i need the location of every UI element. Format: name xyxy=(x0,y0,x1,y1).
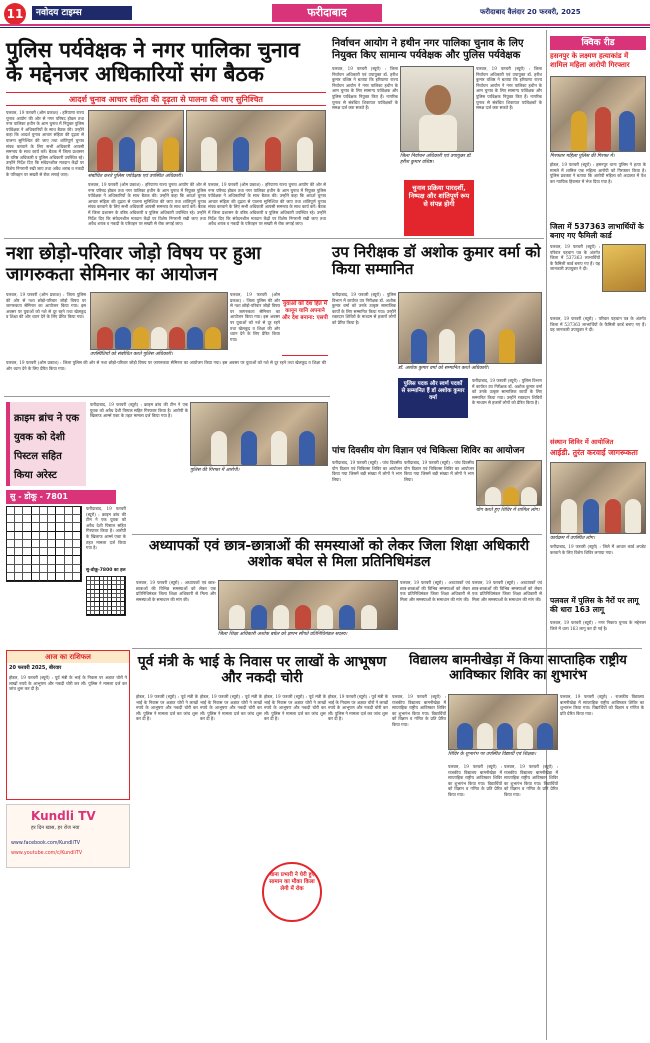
sudoku-cell[interactable] xyxy=(7,556,15,564)
police-body: पलवल, 19 फरवरी (ब्यूरो) : नगर निकाय चुनाव के मद्देनजर जिले में धारा 163 लागू कर दी गई है। xyxy=(550,620,646,631)
sudoku-cell[interactable] xyxy=(40,507,48,515)
sudoku-cell[interactable] xyxy=(40,532,48,540)
sudoku-cell[interactable] xyxy=(15,573,23,581)
story6-headline: पूर्व मंत्री के भाई के निवास पर लाखों के आभूषण और नकदी चोरी xyxy=(137,654,387,687)
police-headline: पलवल में पुलिस के नैरों पर लागू की धारा 163 लागू xyxy=(550,596,639,614)
sudoku-cell[interactable] xyxy=(15,515,23,523)
sudoku-cell[interactable] xyxy=(73,548,81,556)
story7-caption: शिविर के शुभारंभ पर उपस्थित विद्यार्थी एवं शिक्षक। xyxy=(448,752,537,757)
story4-body-col1: फरीदाबाद, 19 फरवरी (ब्यूरो) : पुलिस विभाग में कार्यरत उप निरीक्षक डॉ. अशोक कुमार वर्मा को उनके उत्कृष्ट सामाजिक कार्यों के लिए सम्मानित किया गया। उन्होंने रक्तदान शिविरों के माध्यम से हजारों लोगों को प्रेरित किया है। xyxy=(332,292,396,325)
ad-brand: Kundli TV xyxy=(31,809,96,823)
quick-read-caption: गिरफ्तार महिला पुलिस की गिरफ्त में। xyxy=(550,154,615,159)
sudoku-answer-label: सु-डोकू-7800 का हल xyxy=(86,568,126,573)
yoga-photo xyxy=(476,460,542,506)
story7-body-col1: पलवल, 19 फरवरी (ब्यूरो) : राजकीय विद्यालय बामनीखेड़ा में साप्ताहिक राष्ट्रीय आविष्कार शिविर का शुभारंभ किया गया। विद्यार्थियों को विज्ञान व गणित के प्रति प्रेरित किया गया। xyxy=(392,694,446,727)
sudoku-cell[interactable] xyxy=(32,540,40,548)
sudoku-cell[interactable] xyxy=(7,523,15,531)
section-rule xyxy=(4,238,544,239)
photo-figure xyxy=(211,431,227,465)
sudoku-cell[interactable] xyxy=(73,573,81,581)
horoscope-box xyxy=(6,650,130,800)
sudoku-cell[interactable] xyxy=(7,540,15,548)
horoscope-title: आज का राशिफल xyxy=(7,651,129,663)
paper-name-left: नवोदय टाइम्स xyxy=(32,6,132,20)
photo-figure xyxy=(205,327,221,349)
story7-body-col4: पलवल, 19 फरवरी (ब्यूरो) : राजकीय विद्यालय बामनीखेड़ा में साप्ताहिक राष्ट्रीय आविष्कार शिविर का शुभारंभ किया गया। विद्यार्थियों को विज्ञान व गणित के प्रति प्रेरित किया गया। xyxy=(560,694,644,716)
quick-read-body: होडल, 19 फरवरी (ब्यूरो) : हसनपुर थाना पुलिस ने हत्या के मामले में शामिल एक महिला आरोपी को गिरफ्तार किया है। पुलिस प्रवक्ता ने बताया कि आरोपी महिला को अदालत में पेश कर न्यायिक हिरासत में भेज दिया गया है। xyxy=(550,162,646,184)
section-rule xyxy=(132,534,542,535)
story7-body-col3: पलवल, 19 फरवरी (ब्यूरो) : राजकीय विद्यालय बामनीखेड़ा में साप्ताहिक राष्ट्रीय आविष्कार शिविर का शुभारंभ किया गया। विद्यार्थियों को विज्ञान व गणित के प्रति प्रेरित किया गया। xyxy=(504,764,558,797)
sudoku-cell[interactable] xyxy=(56,565,64,573)
sudoku-cell[interactable] xyxy=(40,515,48,523)
photo-figure xyxy=(439,329,455,363)
sudoku-cell[interactable] xyxy=(56,573,64,581)
sudoku-cell[interactable] xyxy=(7,565,15,573)
photo-figure xyxy=(97,137,113,171)
sudoku-cell[interactable] xyxy=(7,507,15,515)
sidebar3-photo xyxy=(550,462,646,534)
story1-body-col2: पलवल, 19 फरवरी (ओम प्रकाश) : हरियाणा राज्य चुनाव आयोग की ओर से नगर परिषद होडल तथा नगर पालिका हथीन के आम चुनाव में नियुक्त पुलिस पर्यवेक्षक ने अधिकारियों के साथ बैठक की। उन्होंने कहा कि आदर्श चुनाव आचार संहिता की दृढ़ता से पालना सुनिश्चित की जाए तथा शांतिपूर्ण चुनाव संपन्न करवाने के लिए सभी अधिकारी आपसी समन्वय के साथ कार्य करें। बैठक में जिला प्रशासन के वरिष्ठ अधिकारी व पुलिस अधिकारी उपस्थित रहे। उन्होंने निर्देश दिए कि संवेदनशील मतदान केंद्रों पर विशेष निगरानी रखी जाए तथा अवैध शराब व नकदी के परिवहन पर सख्ती से रोक लगाई जाए। xyxy=(88,182,206,227)
sudoku-cell[interactable] xyxy=(48,523,56,531)
story1-caption: संबोधित करते पुलिस पर्यवेक्षक एवं उपस्थित अधिकारी। xyxy=(88,174,183,179)
story6-body-col3: होडल, 19 फरवरी (ब्यूरो) : पूर्व मंत्री के भाई के निवास पर अज्ञात चोरों ने लाखों रुपये के आभूषण और नकदी चोरी कर ली। पुलिस ने मामला दर्ज कर जांच शुरू कर दी है। xyxy=(264,694,326,722)
crime-caption: पुलिस की गिरफ्त में आरोपी। xyxy=(190,468,240,473)
story1-headline xyxy=(6,38,326,86)
photo-figure xyxy=(571,111,587,151)
photo-figure xyxy=(273,605,289,629)
yoga-body-col1: फरीदाबाद, 19 फरवरी (ब्यूरो) : पांच दिवसीय योग विज्ञान एवं चिकित्सा शिविर का आयोजन किया गया जिसमें बड़ी संख्या में लोगों ने भाग लिया। xyxy=(332,460,402,482)
sudoku-cell[interactable] xyxy=(7,548,15,556)
sudoku-cell[interactable] xyxy=(15,532,23,540)
photo-figure xyxy=(517,723,533,749)
photo-figure xyxy=(265,137,281,171)
sudoku-cell[interactable] xyxy=(32,523,40,531)
sudoku-cell[interactable] xyxy=(32,532,40,540)
sudoku-cell[interactable] xyxy=(73,565,81,573)
sudoku-cell[interactable] xyxy=(15,540,23,548)
story6-body-col2: होडल, 19 फरवरी (ब्यूरो) : पूर्व मंत्री के भाई के निवास पर अज्ञात चोरों ने लाखों रुपये के आभूषण और नकदी चोरी कर ली। पुलिस ने मामला दर्ज कर जांच शुरू कर दी है। xyxy=(200,694,262,722)
sudoku-cell[interactable] xyxy=(65,523,73,531)
horoscope-date: 20 फरवरी 2025, बीरवार xyxy=(9,665,62,671)
sidebar3-headline: आईडी. तुरंत करवाई जागरूकता xyxy=(550,448,638,457)
crime-body: फरीदाबाद, 19 फरवरी (ब्यूरो) : क्राइम ब्रांच की टीम ने एक युवक को अवैध देशी पिस्टल सहित गिरफ्तार किया है। आरोपी के खिलाफ आर्म्स एक्ट के तहत मामला दर्ज किया गया है। xyxy=(90,402,188,419)
horoscope-body: होडल, 19 फरवरी (ब्यूरो) : पूर्व मंत्री के भाई के निवास पर अज्ञात चोरों ने लाखों रुपये के आभूषण और नकदी चोरी कर ली। पुलिस ने मामला दर्ज कर जांच शुरू कर दी है। xyxy=(9,675,127,692)
story6-body-col4: होडल, 19 फरवरी (ब्यूरो) : पूर्व मंत्री के भाई के निवास पर अज्ञात चोरों ने लाखों रुपये के आभूषण और नकदी चोरी कर ली। पुलिस ने मामला दर्ज कर जांच शुरू कर दी है। xyxy=(328,694,388,722)
photo-figure xyxy=(625,499,641,533)
sudoku-cell[interactable] xyxy=(65,507,73,515)
sudoku-cell[interactable] xyxy=(48,515,56,523)
photo-figure xyxy=(595,107,611,151)
yoga-body-col2: फरीदाबाद, 19 फरवरी (ब्यूरो) : पांच दिवसीय योग विज्ञान एवं चिकित्सा शिविर का आयोजन किया गया जिसमें बड़ी संख्या में लोगों ने भाग लिया। xyxy=(404,460,474,482)
sudoku-answer-grid xyxy=(86,576,126,616)
photo-figure xyxy=(233,137,249,171)
sudoku-cell[interactable] xyxy=(32,515,40,523)
masthead-rule xyxy=(0,24,650,26)
sidebar3-caption: कार्यक्रम में उपस्थित लोग। xyxy=(550,536,595,541)
portrait-head xyxy=(425,85,451,115)
sudoku-cell[interactable] xyxy=(23,515,31,523)
sidebar2-photo xyxy=(602,244,646,292)
sudoku-cell[interactable] xyxy=(56,515,64,523)
section-rule xyxy=(4,396,330,397)
story3-body-col1: पलवल, 19 फरवरी (ओम प्रकाश) : जिला पुलिस की ओर से नशा छोड़ो-परिवार जोड़ो विषय पर जागरुकता सेमिनार का आयोजन किया गया। इस अवसर पर युवाओं को नशे से दूर रहने तथा खेलकूद व शिक्षा की ओर ध्यान देने के लिए प्रेरित किया गया। xyxy=(6,292,86,320)
masthead-date: वैलंदार 20 फरवरी, 2025 xyxy=(507,8,581,16)
quick-read-photo xyxy=(550,76,646,152)
story5-caption: जिला शिक्षा अधिकारी अशोक बघेल को ज्ञापन सौंपते प्रतिनिधिमंडल सदस्य। xyxy=(218,632,348,637)
story4-pullquote: पुलिस पदक और स्वर्ण पदकों से सम्मानित हैं डॉ अशोक कुमार वर्मा xyxy=(398,378,468,418)
paper-name-right xyxy=(480,6,640,18)
photo-figure xyxy=(297,137,313,171)
story7-body-col2: पलवल, 19 फरवरी (ब्यूरो) : राजकीय विद्यालय बामनीखेड़ा में साप्ताहिक राष्ट्रीय आविष्कार शिविर का शुभारंभ किया गया। विद्यार्थियों को विज्ञान व गणित के प्रति प्रेरित किया गया। xyxy=(448,764,502,797)
sidebar2-headline: जिला में 537363 लाभार्थियों के बनाए गए फैमिली कार्ड xyxy=(550,222,644,240)
sudoku-cell[interactable] xyxy=(65,515,73,523)
section-rule xyxy=(132,648,642,649)
sudoku-cell[interactable] xyxy=(56,507,64,515)
story3-pullquote: युवाओं को देश हित में कानून यानि अपनाने और देश बनाना: एसपी xyxy=(282,300,328,356)
sudoku-cell[interactable] xyxy=(48,556,56,564)
sudoku-cell[interactable] xyxy=(32,556,40,564)
sudoku-cell[interactable] xyxy=(65,573,73,581)
sudoku-cell[interactable] xyxy=(23,556,31,564)
sudoku-grid[interactable] xyxy=(6,506,82,582)
story1-headline-line1: पुलिस पर्यवेक्षक ने नगर पालिका चुनाव xyxy=(6,38,300,62)
sudoku-cell[interactable] xyxy=(48,548,56,556)
photo-figure xyxy=(169,327,185,349)
sudoku-cell[interactable] xyxy=(40,548,48,556)
sudoku-cell[interactable] xyxy=(56,532,64,540)
ad-tagline: हर दिन खास, हर रोज नया xyxy=(31,825,80,831)
photo-figure xyxy=(201,137,217,171)
photo-figure xyxy=(497,723,513,749)
sudoku-cell[interactable] xyxy=(40,573,48,581)
sudoku-cell[interactable] xyxy=(65,556,73,564)
sudoku-cell[interactable] xyxy=(23,565,31,573)
story4-headline: उप निरीक्षक डॉ अशोक कुमार वर्मा को किया सम्मानित xyxy=(332,243,541,279)
sudoku-cell[interactable] xyxy=(73,556,81,564)
sudoku-cell[interactable] xyxy=(15,523,23,531)
story3-photo xyxy=(90,292,228,350)
photo-figure xyxy=(241,431,257,465)
sudoku-cell[interactable] xyxy=(32,573,40,581)
photo-figure xyxy=(317,605,333,629)
photo-figure xyxy=(521,487,537,505)
story3-body-col3: पलवल, 19 फरवरी (ओम प्रकाश) : जिला पुलिस की ओर से नशा छोड़ो-परिवार जोड़ो विषय पर जागरुकता सेमिनार का आयोजन किया गया। इस अवसर पर युवाओं को नशे से दूर रहने तथा खेलकूद व शिक्षा की ओर ध्यान देने के लिए प्रेरित किया गया। xyxy=(6,360,326,371)
photo-figure xyxy=(187,327,203,349)
quick-read-headline: हसनपुर के लक्ष्मण हत्याकांड में शामिल महिला आरोपी गिरफ्तार xyxy=(550,52,630,69)
story1-body-col1: पलवल, 19 फरवरी (ओम प्रकाश) : हरियाणा राज्य चुनाव आयोग की ओर से नगर परिषद होडल तथा नगर पालिका हथीन के आम चुनाव में नियुक्त पुलिस पर्यवेक्षक ने अधिकारियों के साथ बैठक की। उन्होंने कहा कि आदर्श चुनाव आचार संहिता की दृढ़ता से पालना सुनिश्चित की जाए तथा शांतिपूर्ण चुनाव संपन्न करवाने के लिए सभी अधिकारी आपसी समन्वय के साथ कार्य करें। बैठक में जिला प्रशासन के वरिष्ठ अधिकारी व पुलिस अधिकारी उपस्थित रहे। उन्होंने निर्देश दिए कि संवेदनशील मतदान केंद्रों पर विशेष निगरानी रखी जाए तथा अवैध शराब व नकदी के परिवहन पर सख्ती से रोक लगाई जाए। xyxy=(6,110,84,177)
story3-headline: नशा छोड़ो-परिवार जोड़ो विषय पर हुआ जागरुकता सेमिनार का आयोजन xyxy=(6,243,261,285)
photo-figure xyxy=(151,327,167,349)
sudoku-cell[interactable] xyxy=(15,565,23,573)
story4-caption: डॉ. अशोक कुमार वर्मा को सम्मानित करते अधिकारी। xyxy=(398,366,489,371)
photo-figure xyxy=(561,499,577,533)
photo-figure xyxy=(97,327,113,349)
yoga-caption: योग करते हुए शिविर में शामिल लोग। xyxy=(476,508,540,513)
photo-figure xyxy=(619,111,635,151)
story2-portrait xyxy=(400,66,474,152)
sidebar2-body: पलवल, 19 फरवरी (ब्यूरो) : परिवार पहचान पत्र के अंतर्गत जिला में 537363 लाभार्थियों के फैमिली कार्ड बनाए गए हैं। यह जानकारी उपायुक्त ने दी। xyxy=(550,244,600,272)
photo-figure xyxy=(119,137,135,171)
photo-figure xyxy=(229,605,245,629)
photo-figure xyxy=(339,605,355,629)
story1-photo-2 xyxy=(186,110,326,172)
sudoku-cell[interactable] xyxy=(48,573,56,581)
sidebar2-ad-label: संस्थान शिविर में आयोजित xyxy=(550,438,614,446)
sudoku-cell[interactable] xyxy=(73,523,81,531)
photo-figure xyxy=(469,329,485,363)
ad-youtube[interactable]: www.youtube.com/c/KundliTV xyxy=(11,851,83,856)
page-number: 11 xyxy=(4,3,26,25)
sudoku-cell[interactable] xyxy=(23,532,31,540)
sudoku-cell[interactable] xyxy=(65,540,73,548)
sudoku-cell[interactable] xyxy=(56,548,64,556)
story5-headline: अध्यापकों एवं छात्र-छात्राओं की समस्याओं को लेकर जिला शिक्षा अधिकारी अशोक बघेल से मिला प्रतिनिधिमंडल xyxy=(148,538,530,571)
sudoku-cell[interactable] xyxy=(73,507,81,515)
story2-caption: जिला निर्वाचन अधिकारी एवं उपायुक्त डॉ. हरीश कुमार वशिष्ठ। xyxy=(400,154,472,165)
sudoku-cell[interactable] xyxy=(73,515,81,523)
sudoku-cell[interactable] xyxy=(7,532,15,540)
story1-subhead: आदर्श चुनाव आचार संहिता की दृढ़ता से पालना की जाए सुनिश्चित xyxy=(6,92,326,106)
story1-body-col3: पलवल, 19 फरवरी (ओम प्रकाश) : हरियाणा राज्य चुनाव आयोग की ओर से नगर परिषद होडल तथा नगर पालिका हथीन के आम चुनाव में नियुक्त पुलिस पर्यवेक्षक ने अधिकारियों के साथ बैठक की। उन्होंने कहा कि आदर्श चुनाव आचार संहिता की दृढ़ता से पालना सुनिश्चित की जाए तथा शांतिपूर्ण चुनाव संपन्न करवाने के लिए सभी अधिकारी आपसी समन्वय के साथ कार्य करें। बैठक में जिला प्रशासन के वरिष्ठ अधिकारी व पुलिस अधिकारी उपस्थित रहे। उन्होंने निर्देश दिए कि संवेदनशील मतदान केंद्रों पर विशेष निगरानी रखी जाए तथा अवैध शराब व नकदी के परिवहन पर सख्ती से रोक लगाई जाए। xyxy=(208,182,326,227)
photo-figure xyxy=(271,431,287,465)
photo-figure xyxy=(485,487,501,505)
sudoku-cell[interactable] xyxy=(65,548,73,556)
sudoku-cell[interactable] xyxy=(23,507,31,515)
photo-figure xyxy=(133,327,149,349)
photo-figure xyxy=(537,723,553,749)
story5-body-col2: पलवल, 19 फरवरी (ब्यूरो) : अध्यापकों एवं छात्र-छात्राओं की विभिन्न समस्याओं को लेकर एक प्रतिनिधिमंडल जिला शिक्षा अधिकारी से मिला और समस्याओं के समाधान की मांग की। xyxy=(400,580,470,602)
story2-pullquote: चुनाव प्रक्रिया पारदर्शी, निष्पक्ष और शांतिपूर्ण रूप से संपन्न होगी xyxy=(404,180,474,236)
sudoku-cell[interactable] xyxy=(23,573,31,581)
masthead-rule-2 xyxy=(0,27,650,28)
quick-read-label: क्विक रीड xyxy=(550,36,646,50)
sudoku-cell[interactable] xyxy=(32,548,40,556)
sudoku-cell[interactable] xyxy=(48,565,56,573)
sudoku-cell[interactable] xyxy=(7,573,15,581)
photo-figure xyxy=(503,487,519,505)
sudoku-cell[interactable] xyxy=(23,523,31,531)
kundli-ad[interactable] xyxy=(6,804,130,868)
photo-figure xyxy=(457,723,473,749)
sudoku-cell[interactable] xyxy=(65,532,73,540)
sudoku-cell[interactable] xyxy=(40,540,48,548)
sudoku-cell[interactable] xyxy=(40,556,48,564)
sudoku-cell[interactable] xyxy=(15,507,23,515)
paper-name-right-text: फरीदाबाद xyxy=(480,8,506,16)
story3-caption: उपस्थितियों को संबोधित करते पुलिस अधिकारी। xyxy=(90,352,173,357)
sudoku-cell xyxy=(121,611,125,615)
photo-figure xyxy=(411,329,427,363)
story3-body-col2: पलवल, 19 फरवरी (ओम प्रकाश) : जिला पुलिस की ओर से नशा छोड़ो-परिवार जोड़ो विषय पर जागरुकता सेमिनार का आयोजन किया गया। इस अवसर पर युवाओं को नशे से दूर रहने तथा खेलकूद व शिक्षा की ओर ध्यान देने के लिए प्रेरित किया गया। xyxy=(230,292,280,342)
sudoku-cell[interactable] xyxy=(73,532,81,540)
sudoku-cell[interactable] xyxy=(73,540,81,548)
story6-pullquote: थाना प्रभारी ने घेरी हुए सामान का मौका किला लेगी में रोक xyxy=(262,862,322,922)
photo-figure xyxy=(605,499,621,533)
sudoku-cell[interactable] xyxy=(48,540,56,548)
story4-photo xyxy=(398,292,542,364)
sidebar3-body: फरीदाबाद, 19 फरवरी (ब्यूरो) : जिले में आधार कार्ड अपडेट करवाने के लिए विशेष शिविर लगाया गया। xyxy=(550,544,646,555)
photo-figure xyxy=(163,137,179,171)
sudoku-cell[interactable] xyxy=(23,540,31,548)
photo-figure xyxy=(115,327,131,349)
photo-figure xyxy=(361,605,377,629)
story4-body-col2: फरीदाबाद, 19 फरवरी (ब्यूरो) : पुलिस विभाग में कार्यरत उप निरीक्षक डॉ. अशोक कुमार वर्मा को उनके उत्कृष्ट सामाजिक कार्यों के लिए सम्मानित किया गया। उन्होंने रक्तदान शिविरों के माध्यम से हजारों लोगों को प्रेरित किया है। xyxy=(472,378,542,406)
story5-photo xyxy=(218,580,398,630)
masthead xyxy=(0,0,650,30)
sudoku-cell[interactable] xyxy=(7,515,15,523)
story5-body-col3: पलवल, 19 फरवरी (ब्यूरो) : अध्यापकों एवं छात्र-छात्राओं की विभिन्न समस्याओं को लेकर एक प्रतिनिधिमंडल जिला शिक्षा अधिकारी से मिला और समस्याओं के समाधान की मांग की। xyxy=(472,580,542,602)
photo-figure xyxy=(299,431,315,465)
portrait-body xyxy=(419,115,457,151)
photo-figure xyxy=(477,723,493,749)
sudoku-cell[interactable] xyxy=(23,548,31,556)
crime-headline: क्राइम ब्रांच ने एक युवक को देशी पिस्टल सहित किया अरेस्ट xyxy=(14,413,80,481)
story7-headline: विद्यालय बामनीखेड़ा में किया साप्ताहिक राष्ट्रीय आविष्कार शिविर का शुभारंभ xyxy=(409,653,627,683)
story7-photo xyxy=(448,694,558,750)
story1-photo xyxy=(88,110,184,172)
sudoku-cell[interactable] xyxy=(15,556,23,564)
sudoku-cell[interactable] xyxy=(56,540,64,548)
sudoku-instructions: फरीदाबाद, 19 फरवरी (ब्यूरो) : क्राइम ब्रांच की टीम ने एक युवक को अवैध देशी पिस्टल सहित गिरफ्तार किया है। आरोपी के खिलाफ आर्म्स एक्ट के तहत मामला दर्ज किया गया है। xyxy=(86,506,126,551)
sudoku-cell[interactable] xyxy=(40,523,48,531)
sudoku-cell[interactable] xyxy=(40,565,48,573)
sudoku-cell[interactable] xyxy=(65,565,73,573)
crime-headline-box xyxy=(6,402,86,486)
photo-figure xyxy=(499,329,515,363)
yoga-headline: पांच दिवसीय योग विज्ञान एवं चिकित्सा शिविर का आयोजन xyxy=(332,446,525,456)
story2-headline: निर्वाचन आयोग ने हथीन नगर पालिका चुनाव के लिए नियुक्त किए सामान्य पर्यवेक्षक और पुलिस पर्यवेक्षक xyxy=(332,38,524,61)
sudoku-cell[interactable] xyxy=(32,507,40,515)
sudoku-cell[interactable] xyxy=(32,565,40,573)
ad-facebook[interactable]: www.facebook.com/KundliTV xyxy=(11,841,81,846)
edition-label: फरीदाबाद xyxy=(272,4,382,22)
sudoku-cell[interactable] xyxy=(48,532,56,540)
story5-body-col1: पलवल, 19 फरवरी (ब्यूरो) : अध्यापकों एवं छात्र-छात्राओं की विभिन्न समस्याओं को लेकर एक प्रतिनिधिमंडल जिला शिक्षा अधिकारी से मिला और समस्याओं के समाधान की मांग की। xyxy=(136,580,216,602)
story6-body-col1: होडल, 19 फरवरी (ब्यूरो) : पूर्व मंत्री के भाई के निवास पर अज्ञात चोरों ने लाखों रुपये के आभूषण और नकदी चोरी कर ली। पुलिस ने मामला दर्ज कर जांच शुरू कर दी है। xyxy=(136,694,198,722)
crime-photo xyxy=(190,402,328,466)
story1-headline-line2: के मद्देनजर अधिकारियों संग बैठक xyxy=(6,62,264,87)
sudoku-cell[interactable] xyxy=(56,556,64,564)
story2-body-col2: पलवल, 19 फरवरी (ब्यूरो) : जिला निर्वाचन अधिकारी एवं उपायुक्त डॉ. हरीश कुमार वशिष्ठ ने बताया कि हरियाणा राज्य निर्वाचन आयोग ने नगर पालिका हथीन के आम चुनाव के लिए सामान्य पर्यवेक्षक और पुलिस पर्यवेक्षक नियुक्त किए हैं। नागरिक चुनाव से संबंधित शिकायत पर्यवेक्षकों के समक्ष दर्ज करा सकते हैं। xyxy=(476,66,542,111)
sudoku-cell[interactable] xyxy=(56,523,64,531)
photo-figure xyxy=(251,605,267,629)
photo-figure xyxy=(583,499,599,533)
photo-figure xyxy=(141,137,157,171)
sudoku-cell[interactable] xyxy=(15,548,23,556)
sudoku-cell[interactable] xyxy=(48,507,56,515)
photo-figure xyxy=(295,605,311,629)
sudoku-title: सु - डोकू - 7801 xyxy=(6,490,116,504)
story2-body-col1: पलवल, 19 फरवरी (ब्यूरो) : जिला निर्वाचन अधिकारी एवं उपायुक्त डॉ. हरीश कुमार वशिष्ठ ने बताया कि हरियाणा राज्य निर्वाचन आयोग ने नगर पालिका हथीन के आम चुनाव के लिए सामान्य पर्यवेक्षक और पुलिस पर्यवेक्षक नियुक्त किए हैं। नागरिक चुनाव से संबंधित शिकायत पर्यवेक्षकों के समक्ष दर्ज करा सकते हैं। xyxy=(332,66,398,111)
sidebar2-body-2: पलवल, 19 फरवरी (ब्यूरो) : परिवार पहचान पत्र के अंतर्गत जिला में 537363 लाभार्थियों के फैमिली कार्ड बनाए गए हैं। यह जानकारी उपायुक्त ने दी। xyxy=(550,316,646,333)
